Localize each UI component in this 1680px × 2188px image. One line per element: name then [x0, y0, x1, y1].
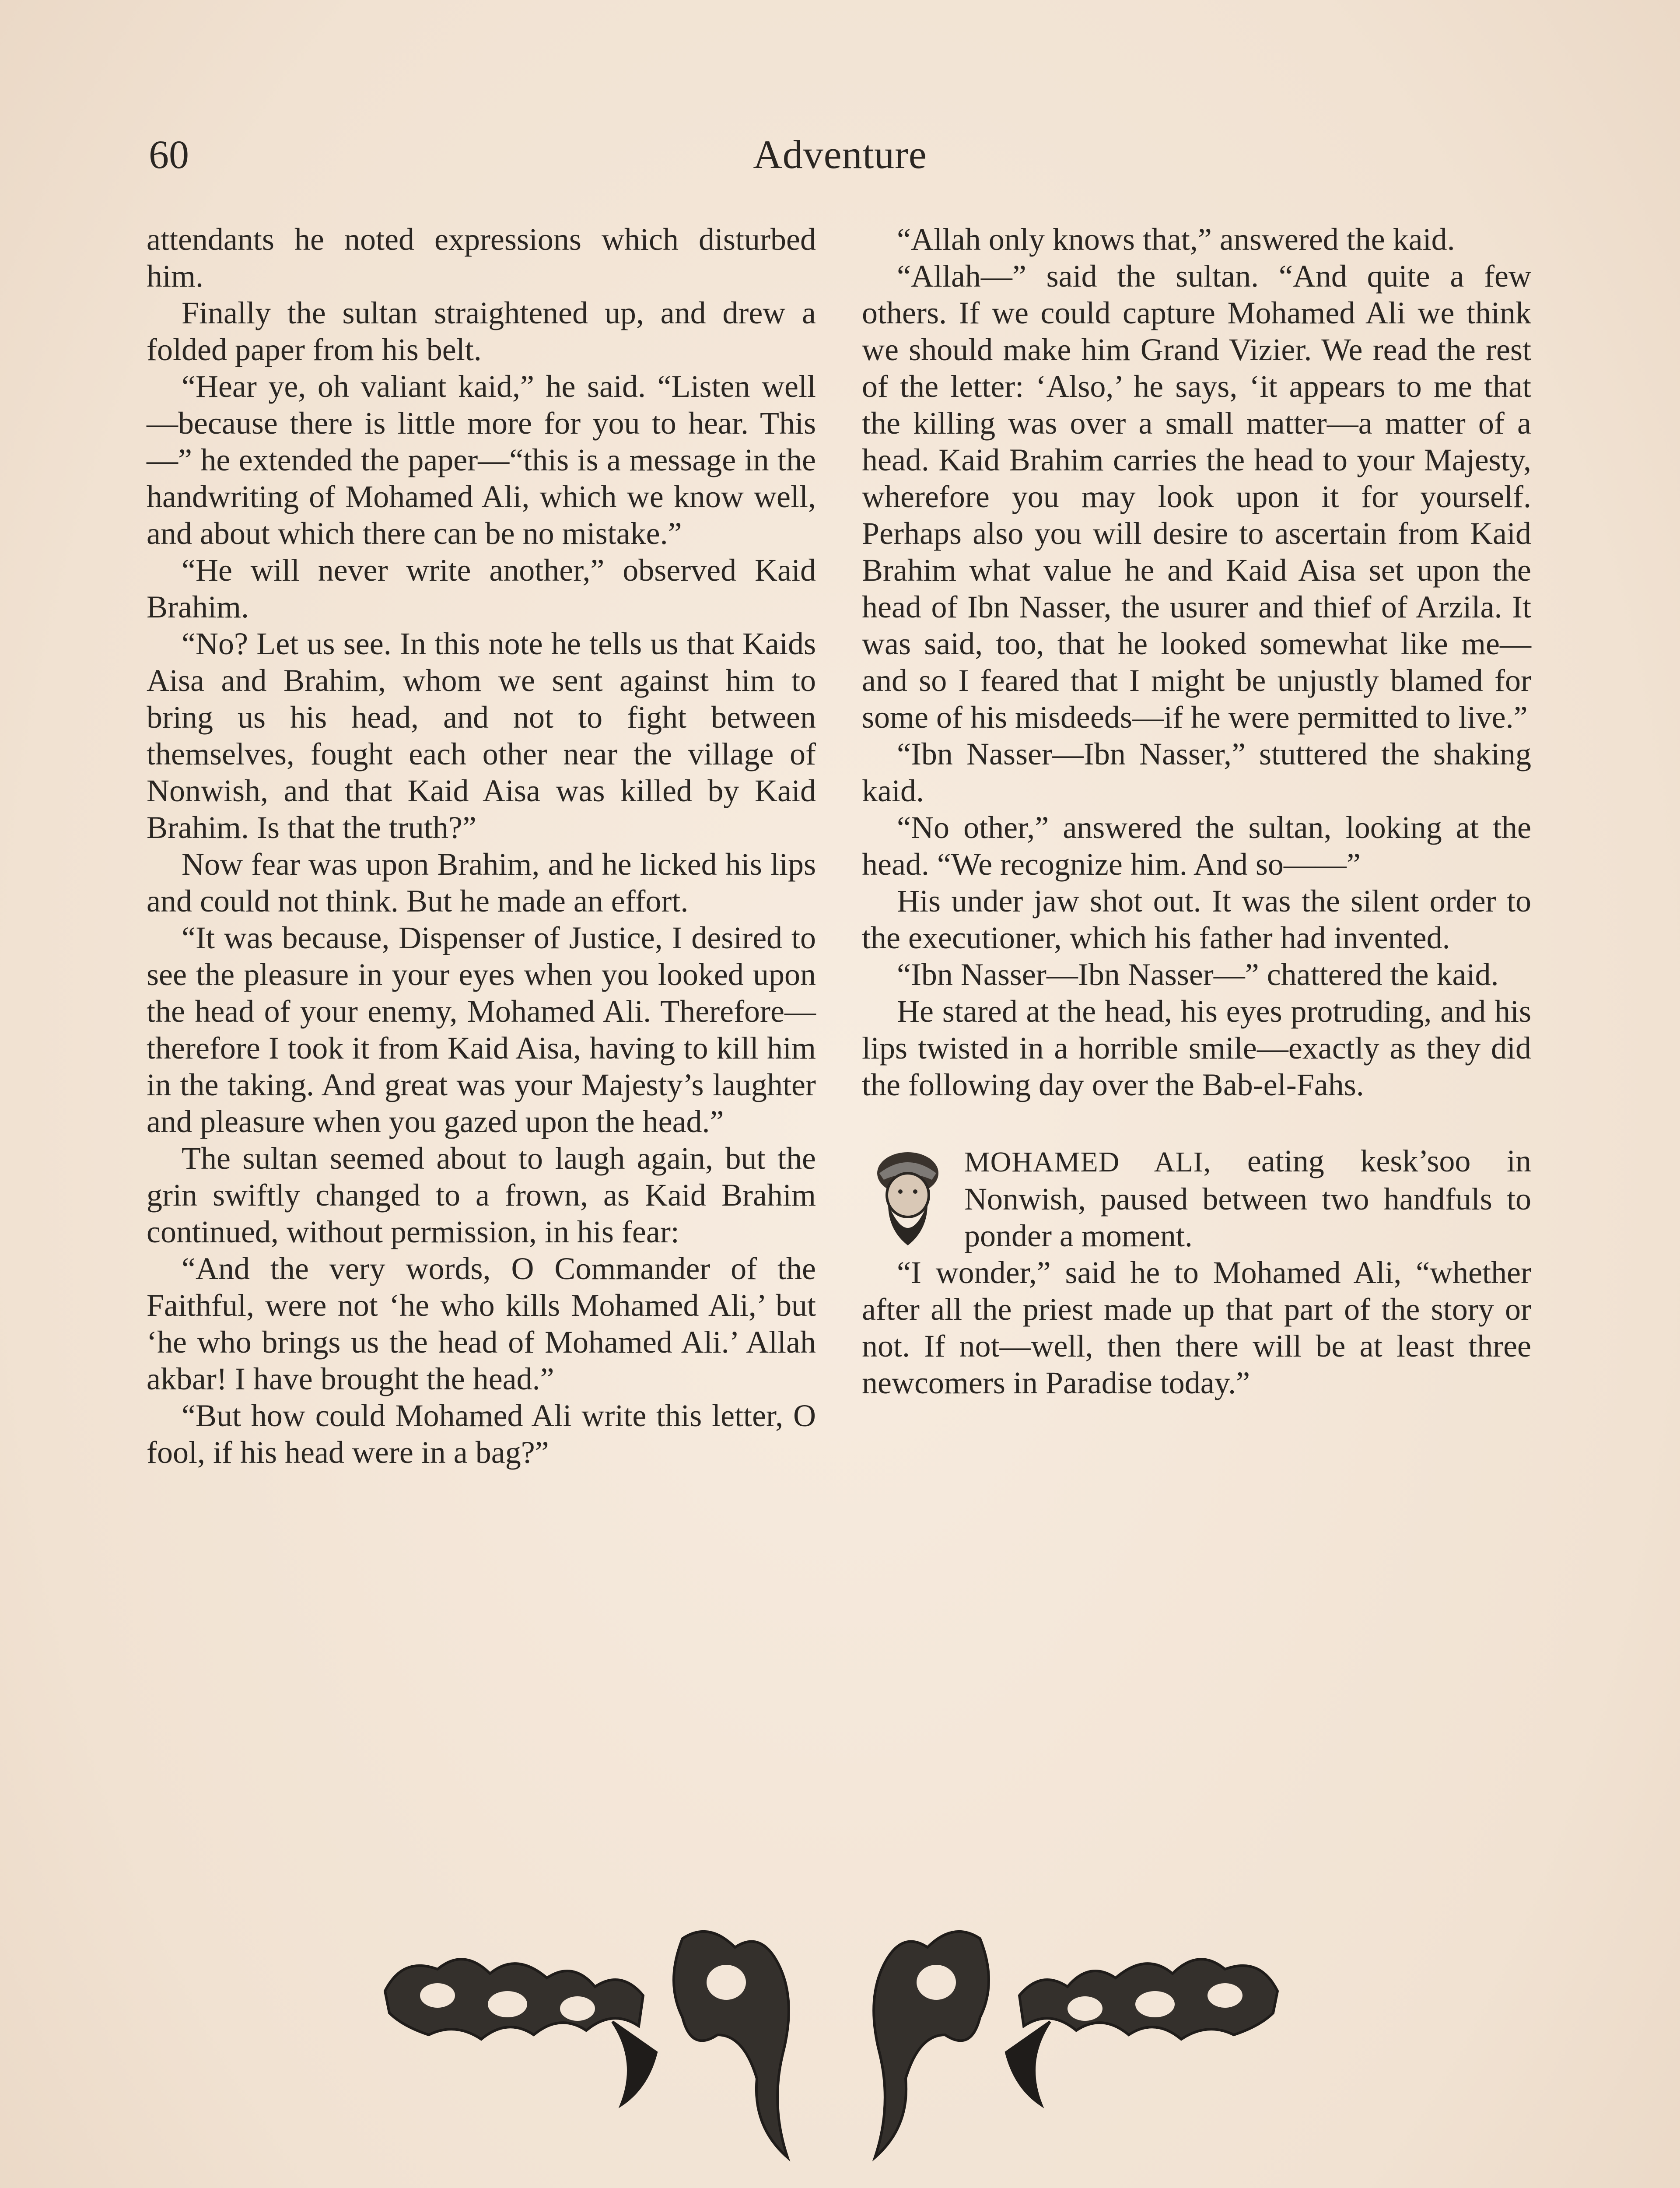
running-title: Adventure: [753, 132, 927, 177]
paragraph: The sultan seemed about to laugh again, but the grin swiftly changed to a frown, as Kaid Brahim continued, without permission, in his fear:: [147, 1141, 816, 1249]
section-lead-paragraph: [862, 1143, 1531, 1254]
section-lead-caps: MOHAMED ALI,: [964, 1146, 1211, 1178]
paragraph: “He will never write another,” observed Kaid Brahim.: [147, 553, 816, 624]
right-column: [862, 221, 1531, 1401]
paragraph: “And the very words, O Commander of the Faithful, were not ‘he who kills Mohamed Ali,’ but ‘he who brings us the head of Mohamed Ali.’ Allah akbar! I have brought the head.”: [147, 1251, 816, 1396]
portrait-icon: [862, 1143, 954, 1252]
paragraph: Finally the sultan straightened up, and drew a folded paper from his belt.: [147, 295, 816, 367]
paragraph: “No other,” answered the sultan, looking at the head. “We recognize him. And so——”: [862, 810, 1531, 882]
paragraph: His under jaw shot out. It was the silent order to the executioner, which his father had invented.: [862, 884, 1531, 955]
paragraph: “Ibn Nasser—Ibn Nasser,” stuttered the shaking kaid.: [862, 736, 1531, 808]
paragraph: “But how could Mohamed Ali write this letter, O fool, if his head were in a bag?”: [147, 1398, 816, 1470]
paragraph: “It was because, Dispenser of Justice, I desired to see the pleasure in your eyes when you looked upon the head of your enemy, Mohamed Ali. Therefore—therefore I took it from Kaid Aisa, having to kill him in the taking. And great was your Majesty’s laughter and pleasure when you gazed upon the head.”: [147, 920, 816, 1139]
paragraph: He stared at the head, his eyes protruding, and his lips twisted in a horrible smile—exactly as they did the following day over the Bab-el-Fahs.: [862, 994, 1531, 1102]
paragraph: “Allah—” said the sultan. “And quite a few others. If we could capture Mohamed Ali we think we should make him Grand Vizier. We read the rest of the letter: ‘Also,’ he says, ‘it appears to me that the killing was over a small matter—a matter of a head. Kaid Brahim carries the head to your Majesty, wherefore you may look upon it for yourself. Perhaps also you will desire to ascertain from Kaid Brahim what value he and Kaid Aisa set upon the head of Ibn Nasser, the usurer and thief of Arzila. It was said, too, that he looked somewhat like me—and so I feared that I might be unjustly blamed for some of his misdeeds—if he were permitted to live.”: [862, 259, 1531, 735]
paragraph: “I wonder,” said he to Mohamed Ali, “whether after all the priest made up that part of the story or not. If not—well, then there will be at least three newcomers in Paradise today.”: [862, 1255, 1531, 1400]
section-lead: [862, 1143, 1531, 1254]
section-lead-text: eating kesk’soo in Nonwish, paused between two handfuls to ponder a moment.: [964, 1143, 1532, 1253]
left-column: [147, 221, 816, 1471]
decorative-ornament-icon: [376, 1921, 1286, 2166]
paragraph: “Allah only knows that,” answered the kaid.: [897, 222, 1455, 257]
paragraph: attendants he noted expressions which disturbed him.: [147, 222, 816, 294]
paragraph: “Hear ye, oh valiant kaid,” he said. “Listen well—because there is little more for you to hear. This—” he extended the paper—“this is a message in the handwriting of Mohamed Ali, which we know well, and about which there can be no mistake.”: [147, 369, 816, 551]
paragraph: “No? Let us see. In this note he tells us that Kaids Aisa and Brahim, whom we sent against him to bring us his head, and not to fight between themselves, fought each other near the village of Nonwish, and that Kaid Aisa was killed by Kaid Brahim. Is that the truth?”: [147, 626, 816, 845]
paragraph: Now fear was upon Brahim, and he licked his lips and could not think. But he made an effort.: [147, 847, 816, 919]
page-header: [0, 131, 1680, 184]
page-number: 60: [149, 132, 189, 177]
paragraph: “Ibn Nasser—Ibn Nasser—” chattered the kaid.: [897, 957, 1499, 992]
